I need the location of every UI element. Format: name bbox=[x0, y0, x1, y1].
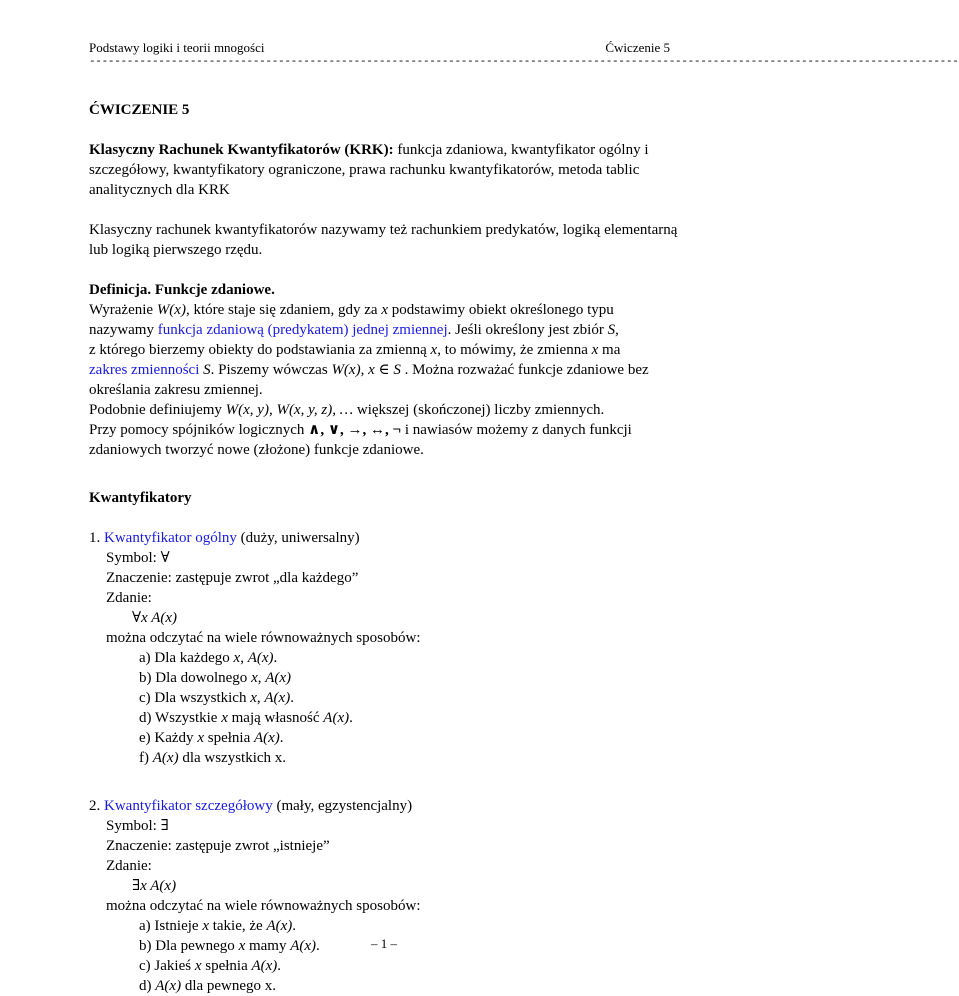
q1-read: można odczytać na wiele równoważnych sposobów: bbox=[106, 630, 421, 646]
definition-line-7: Przy pomocy spójników logicznych ∧, ∨, →, ↔, ¬ i nawiasów możemy z danych funkcji bbox=[89, 422, 632, 438]
reading-math: A(x) bbox=[152, 750, 179, 766]
reading-item bbox=[89, 728, 679, 748]
reading-pre: c) Dla wszystkich bbox=[139, 690, 251, 706]
q2-symbol: Symbol: ∃ bbox=[106, 818, 169, 834]
reading-end: . bbox=[316, 938, 320, 954]
definition-line-2: nazywamy funkcja zdaniową (predykatem) jednej zmiennej. Jeśli określony jest zbiór S, bbox=[89, 322, 619, 338]
reading-pre: a) Istnieje bbox=[139, 918, 203, 934]
krk-bold: Klasyczny Rachunek Kwantyfikatorów (KRK): bbox=[89, 142, 394, 158]
krk-paragraph bbox=[89, 140, 679, 200]
reading-math: A(x) bbox=[253, 730, 280, 746]
reading-item bbox=[89, 668, 679, 688]
reading-pre: f) bbox=[139, 750, 153, 766]
q2-title: 2. Kwantyfikator szczegółowy (mały, egzystencjalny) bbox=[89, 798, 413, 814]
propositional-function-link[interactable]: funkcja zdaniową (predykatem) jednej zmiennej bbox=[157, 322, 448, 338]
q2-read: można odczytać na wiele równoważnych sposobów: bbox=[106, 898, 421, 914]
variable-range-link[interactable]: zakres zmienności bbox=[89, 362, 200, 378]
q1-readings-list bbox=[89, 648, 679, 768]
reading-math: A(x) bbox=[266, 918, 293, 934]
q1-sentence-label: Zdanie: bbox=[106, 590, 152, 606]
reading-post: , bbox=[256, 690, 265, 706]
reading-x: x bbox=[197, 730, 204, 746]
reading-pre: b) Dla pewnego bbox=[139, 938, 239, 954]
definition-line-5: określania zakresu zmiennej. bbox=[89, 382, 263, 398]
definition-heading: Definicja. Funkcje zdaniowe. bbox=[89, 282, 275, 298]
reading-item bbox=[89, 956, 679, 976]
q1-meaning: Znaczenie: zastępuje zwrot „dla każdego” bbox=[106, 570, 359, 586]
page-title: ĆWICZENIE 5 bbox=[89, 102, 190, 118]
reading-item bbox=[89, 708, 679, 728]
reading-post: , bbox=[257, 670, 266, 686]
intro-paragraph: Klasyczny rachunek kwantyfikatorów nazywamy też rachunkiem predykatów, logiką elementarną lub logiką pierwszego rzędu. bbox=[89, 222, 678, 258]
reading-post: spełnia bbox=[201, 958, 252, 974]
reading-x: x bbox=[250, 690, 257, 706]
reading-item bbox=[89, 648, 679, 668]
reading-end: . bbox=[273, 650, 278, 666]
reading-item bbox=[89, 688, 679, 708]
definition-line-3: z którego bierzemy obiekty do podstawiania za zmienną x, to mówimy, że zmienna x ma bbox=[89, 342, 621, 358]
reading-end: . bbox=[349, 710, 353, 726]
reading-math: A(x) bbox=[323, 710, 350, 726]
logical-connectives: ∧, ∨, →, ↔, ¬ bbox=[308, 422, 402, 438]
reading-end: . bbox=[292, 918, 297, 934]
q1-title: 1. Kwantyfikator ogólny (duży, uniwersalny) bbox=[89, 530, 360, 546]
q1-formula: ∀x A(x) bbox=[132, 610, 177, 626]
math-multi-variable: W(x, y), W(x, y, z), … bbox=[225, 402, 354, 418]
reading-pre: d) bbox=[139, 978, 156, 994]
page-content bbox=[89, 100, 679, 996]
reading-math: A(x) bbox=[155, 978, 182, 994]
header-exercise-label: Ćwiczenie 5 bbox=[605, 40, 670, 55]
universal-quantifier-link[interactable]: Kwantyfikator ogólny bbox=[104, 530, 237, 546]
reading-item bbox=[89, 748, 679, 768]
existential-quantifier-link[interactable]: Kwantyfikator szczegółowy bbox=[104, 798, 273, 814]
reading-post: , bbox=[240, 650, 248, 666]
reading-math: A(x) bbox=[265, 670, 292, 686]
reading-item bbox=[89, 916, 679, 936]
q2-meaning: Znaczenie: zastępuje zwrot „istnieje” bbox=[106, 838, 330, 854]
reading-x: x bbox=[194, 958, 202, 974]
definition-line-1: Wyrażenie W(x), które staje się zdaniem, gdy za x podstawimy obiekt określonego typu bbox=[89, 302, 614, 318]
reading-end: dla pewnego x. bbox=[181, 978, 277, 994]
reading-x: x bbox=[202, 918, 209, 934]
q2-formula: ∃x A(x) bbox=[132, 878, 177, 894]
reading-x: x bbox=[233, 650, 241, 666]
quantifiers-heading: Kwantyfikatory bbox=[89, 490, 192, 506]
reading-end: . bbox=[279, 730, 284, 746]
reading-item bbox=[89, 976, 679, 996]
page-number: – 1 – bbox=[371, 936, 397, 951]
reading-x: x bbox=[251, 670, 258, 686]
definition-line-6: Podobnie definiujemy W(x, y), W(x, y, z), … większej (skończonej) liczby zmiennych. bbox=[89, 402, 605, 418]
q2-readings-list bbox=[89, 916, 679, 996]
reading-post: mamy bbox=[245, 938, 291, 954]
reading-math: A(x) bbox=[264, 690, 291, 706]
reading-math: A(x) bbox=[247, 650, 274, 666]
reading-pre: c) Jakieś bbox=[139, 958, 195, 974]
definition-line-4: zakres zmienności S. Piszemy wówczas W(x), x ∈ S . Można rozważać funkcje zdaniowe bez bbox=[89, 362, 649, 378]
reading-math: A(x) bbox=[251, 958, 278, 974]
reading-pre: d) Wszystkie bbox=[139, 710, 222, 726]
krk-rest: funkcja zdaniowa, kwantyfikator ogólny i szczegółowy, kwantyfikatory ograniczone, prawa rachunku kwantyfikatorów, metoda tablic analitycznych dla KRK bbox=[89, 142, 649, 198]
reading-math: A(x) bbox=[290, 938, 317, 954]
reading-end: . bbox=[277, 958, 282, 974]
reading-x: x bbox=[221, 710, 228, 726]
reading-post: spełnia bbox=[203, 730, 254, 746]
math-w-x-in-s: W(x), x ∈ S bbox=[331, 362, 401, 378]
reading-end: . bbox=[290, 690, 294, 706]
definition-line-8: zdaniowych tworzyć nowe (złożone) funkcje zdaniowe. bbox=[89, 442, 424, 458]
reading-pre: a) Dla każdego bbox=[139, 650, 234, 666]
reading-end: dla wszystkich x. bbox=[178, 750, 287, 766]
q2-sentence-label: Zdanie: bbox=[106, 858, 152, 874]
reading-x: x bbox=[238, 938, 246, 954]
reading-post: mają własność bbox=[227, 710, 324, 726]
header-rule: ------------------------------------------------------------------------------------------------------------------------------------------ bbox=[89, 56, 959, 68]
math-w-x: W(x) bbox=[156, 302, 186, 318]
reading-pre: e) Każdy bbox=[139, 730, 198, 746]
q1-symbol: Symbol: ∀ bbox=[106, 550, 170, 566]
reading-pre: b) Dla dowolnego bbox=[139, 670, 252, 686]
reading-post: takie, że bbox=[208, 918, 267, 934]
header-course-title: Podstawy logiki i teorii mnogości bbox=[89, 40, 265, 55]
